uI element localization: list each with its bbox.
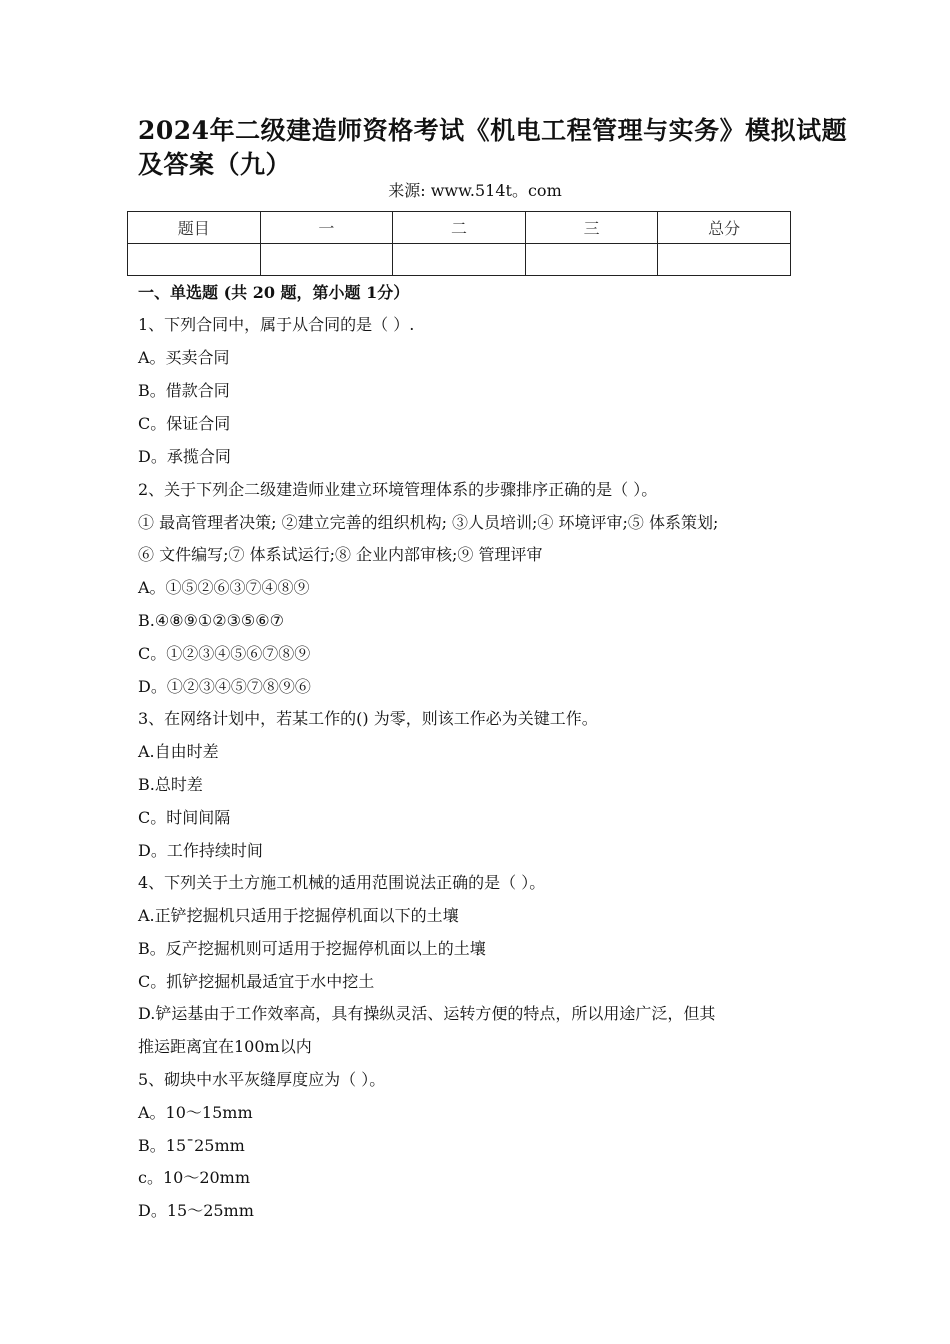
document-title: 2024年二级建造师资格考试《机电工程管理与实务》模拟试题及答案（九） bbox=[138, 116, 848, 179]
option-text: D。工作持续时间 bbox=[138, 841, 263, 860]
score-header-cell: 总分 bbox=[658, 212, 791, 244]
score-header-cell: 二 bbox=[393, 212, 526, 244]
option-text: C。时间间隔 bbox=[138, 808, 231, 827]
score-header-cell: 题目 bbox=[128, 212, 261, 244]
question-text: 2、关于下列企二级建造师业建立环境管理体系的步骤排序正确的是（ ）。 bbox=[138, 480, 658, 499]
option-text: A.自由时差 bbox=[138, 742, 219, 761]
question-text: ⑥ 文件编写;⑦ 体系试运行;⑧ 企业内部审核;⑨ 管理评审 bbox=[138, 545, 543, 564]
score-header-cell: 三 bbox=[525, 212, 658, 244]
score-value-cell bbox=[393, 244, 526, 276]
score-table bbox=[127, 211, 791, 276]
score-table-header-row bbox=[128, 212, 791, 244]
option-text: D。①②③④⑤⑦⑧⑨⑥ bbox=[138, 677, 311, 696]
question-text: 1、下列合同中，属于从合同的是（ ）. bbox=[138, 315, 415, 334]
score-value-cell bbox=[658, 244, 791, 276]
section-heading: 一、单选题 (共 20 题，第小题 1分） bbox=[138, 283, 410, 302]
option-text: A.正铲挖掘机只适用于挖掘停机面以下的土壤 bbox=[138, 906, 459, 925]
option-text: B.④⑧⑨①②③⑤⑥⑦ bbox=[138, 611, 284, 630]
option-text: C。抓铲挖掘机最适宜于水中挖土 bbox=[138, 972, 375, 991]
question-text: 5、砌块中水平灰缝厚度应为（ ）。 bbox=[138, 1070, 386, 1089]
question-text: ① 最高管理者决策; ②建立完善的组织机构; ③人员培训;④ 环境评审;⑤ 体系策划; bbox=[138, 513, 719, 532]
option-text: B。借款合同 bbox=[138, 381, 230, 400]
score-header-cell: 一 bbox=[260, 212, 393, 244]
score-table-value-row bbox=[128, 244, 791, 276]
option-text: A。10～15mm bbox=[138, 1103, 253, 1122]
option-text: A。①⑤②⑥③⑦④⑧⑨ bbox=[138, 578, 310, 597]
question-text: 4、下列关于土方施工机械的适用范围说法正确的是（ ）。 bbox=[138, 873, 546, 892]
option-text: D。15～25mm bbox=[138, 1201, 254, 1220]
score-value-cell bbox=[128, 244, 261, 276]
option-text: D。承揽合同 bbox=[138, 447, 231, 466]
option-text: C。①②③④⑤⑥⑦⑧⑨ bbox=[138, 644, 311, 663]
score-value-cell bbox=[260, 244, 393, 276]
option-text: c。10～20mm bbox=[138, 1168, 251, 1187]
option-text: B。15¯25mm bbox=[138, 1136, 245, 1155]
question-text: 3、在网络计划中，若某工作的() 为零，则该工作必为关键工作。 bbox=[138, 709, 598, 728]
score-value-cell bbox=[525, 244, 658, 276]
option-text: B.总时差 bbox=[138, 775, 203, 794]
option-text: B。反产挖掘机则可适用于挖掘停机面以上的土壤 bbox=[138, 939, 486, 958]
option-text: D.铲运基由于工作效率高，具有操纵灵活、运转方便的特点，所以用途广泛，但其 bbox=[138, 1004, 716, 1023]
source-line: 来源: www.514t。com bbox=[388, 181, 562, 200]
option-text: A。买卖合同 bbox=[138, 348, 230, 367]
option-text: C。保证合同 bbox=[138, 414, 231, 433]
option-text: 推运距离宜在100m以内 bbox=[138, 1037, 312, 1056]
